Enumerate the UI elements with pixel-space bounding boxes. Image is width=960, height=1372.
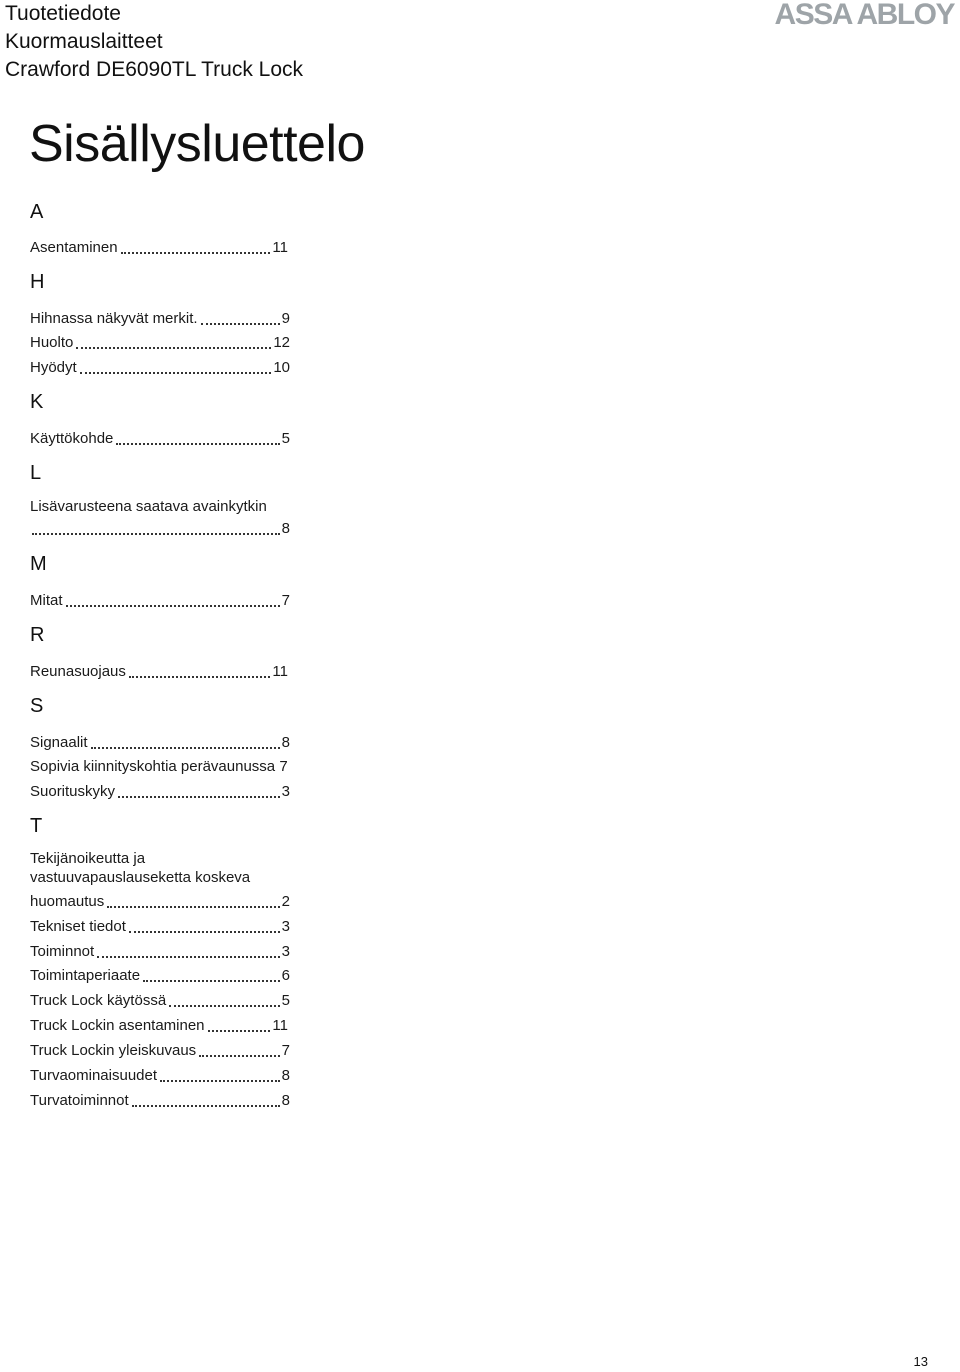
leader-dots [121,252,271,254]
toc-entry[interactable] [30,991,290,1011]
toc-entry-label: Turvaominaisuudet [30,1067,158,1084]
leader-dots [143,980,280,982]
page-number: 13 [913,1354,928,1369]
toc-entry[interactable] [30,429,290,449]
leader-dots [208,1030,271,1032]
toc-entry-label: Mitat [30,592,63,609]
toc-entry-page: 2 [281,893,290,910]
toc-entry[interactable] [30,942,290,962]
leader-dots [76,347,271,349]
toc-entry-page: 8 [281,1067,290,1084]
toc-entry-label: Truck Lock käytössä [30,992,167,1009]
leader-dots [160,1080,280,1082]
toc-entry-page: 3 [281,943,290,960]
toc-entry[interactable] [30,1016,288,1036]
toc-letter-k: K [30,391,44,413]
leader-dots [97,956,279,958]
toc-letter-r: R [30,624,45,646]
toc-entry[interactable] [30,1066,290,1086]
toc-entry[interactable] [30,662,288,682]
toc-entry[interactable] [30,309,290,329]
toc-entry-label: Reunasuojaus [30,663,126,680]
toc-entry[interactable] [30,892,290,912]
leader-dots [116,443,279,445]
toc-entry-label: Truck Lockin asentaminen [30,1017,205,1034]
toc-entry-page: 7 [281,1042,290,1059]
toc-letter-t: T [30,815,43,837]
toc-entry[interactable] [30,333,290,353]
toc-entry[interactable] [30,358,290,378]
leader-dots [199,1055,279,1057]
toc-entry-label: Turvatoiminnot [30,1092,129,1109]
toc-entry-page: 11 [272,239,288,256]
document-header [5,0,303,84]
toc-entry-label: Sopivia kiinnityskohtia perävaunussa [30,758,276,775]
toc-entry[interactable] [30,591,290,611]
leader-dots [129,931,280,933]
toc-entry-page: 6 [281,967,290,984]
toc-letter-m: M [30,553,47,575]
toc-entry-page: 8 [281,734,290,751]
toc-entry[interactable] [30,238,288,258]
toc-entry-label-line[interactable]: Tekijänoikeutta ja [30,850,146,867]
toc-entry-page: 11 [272,663,288,680]
toc-entry-page: 11 [272,1017,288,1034]
toc-entry-label-line[interactable]: Lisävarusteena saatava avainkytkin [30,498,267,515]
toc-entry-label: Suorituskyky [30,783,116,800]
toc-letter-s: S [30,695,44,717]
header-category: Kuormauslaitteet [5,30,163,53]
toc-entry-page: 5 [281,992,290,1009]
toc-letter-h: H [30,271,45,293]
leader-dots [66,605,280,607]
header-doc-type: Tuotetiedote [5,2,121,25]
leader-dots [91,747,280,749]
toc-entry-label: Hyödyt [30,359,77,376]
leader-dots [201,323,280,325]
toc-entry-page: 10 [273,359,290,376]
toc-letter-a: A [30,201,44,223]
toc-entry[interactable] [30,782,290,802]
toc-entry-label: Tekniset tiedot [30,918,126,935]
toc-entry-label: Huolto [30,334,74,351]
toc-entry-page: 8 [281,1092,290,1109]
toc-entry-page: 7 [281,592,290,609]
header-product: Crawford DE6090TL Truck Lock [5,58,304,81]
toc-entry-label: Hihnassa näkyvät merkit. [30,310,198,327]
toc-entry-label: Signaalit [30,734,88,751]
toc-entry-label: Truck Lockin yleiskuvaus [30,1042,197,1059]
leader-dots [32,533,280,535]
toc-entry-page: 3 [281,918,290,935]
leader-dots [132,1105,280,1107]
leader-dots [118,796,280,798]
toc-entry[interactable] [30,966,290,986]
toc-entry-label: huomautus [30,893,105,910]
leader-dots [107,906,279,908]
toc-entry-label: Toimintaperiaate [30,967,141,984]
toc-entry-page: 9 [281,310,290,327]
toc-entry-page: 8 [281,520,290,537]
toc-entry-page: 3 [281,783,290,800]
toc-entry-page: 7 [279,758,288,775]
assa-abloy-logo: ASSA ABLOY [774,0,954,31]
toc-entry[interactable] [30,1091,290,1111]
toc-entry-page: 5 [281,430,290,447]
toc-entry-label-line[interactable]: vastuuvapauslauseketta koskeva [30,869,251,886]
leader-dots [80,372,272,374]
toc-title: Sisällysluettelo [29,115,365,173]
toc-entry[interactable] [30,733,290,753]
leader-dots [129,676,271,678]
toc-entry-label: Käyttökohde [30,430,114,447]
toc-letter-l: L [30,462,42,484]
toc-entry[interactable] [30,917,290,937]
toc-entry-label: Toiminnot [30,943,95,960]
toc-entry-continuation[interactable] [30,519,290,539]
toc-entry-page: 12 [273,334,290,351]
toc-entry[interactable] [30,757,292,777]
leader-dots [169,1005,279,1007]
toc-entry-label: Asentaminen [30,239,118,256]
toc-entry[interactable] [30,1041,290,1061]
